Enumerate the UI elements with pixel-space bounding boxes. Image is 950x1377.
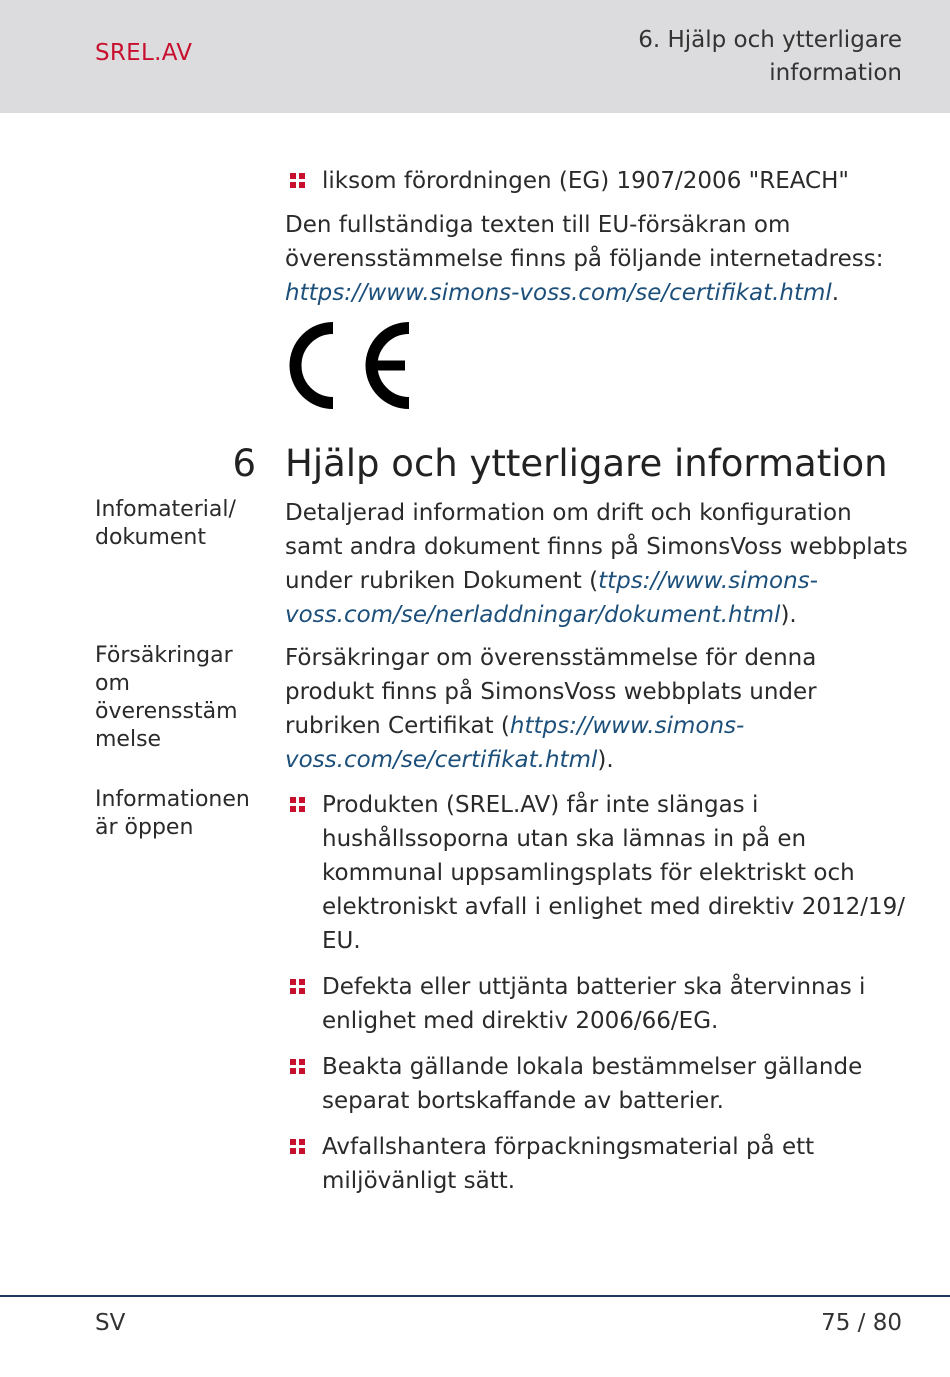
disposal-bullet-text: Defekta eller uttjänta batterier ska återvinnas i enlighet med direktiv 2006/66/EG. bbox=[322, 974, 866, 1034]
infomaterial-link[interactable]: ttps://www.simons-voss.com/se/nerladdningar/dokument.html bbox=[285, 568, 818, 628]
bullet-reach bbox=[285, 164, 942, 198]
disposal-bullet-text: Produkten (SREL.AV) får inte slängas i hushållssoporna utan ska lämnas in på en kommunal uppsamlingsplats för elektriskt och elektroniskt avfall i enlighet med direktiv 2012/19/ EU. bbox=[322, 792, 906, 954]
list-item-disposal-3 bbox=[285, 1050, 912, 1118]
ce-mark-icon bbox=[285, 318, 415, 413]
side-label-infomaterial: Infomaterial/ dokument bbox=[95, 497, 236, 550]
footer-language: SV bbox=[95, 1310, 126, 1336]
list-item-disposal-4 bbox=[285, 1130, 912, 1198]
red-square-bullet-icon bbox=[290, 1059, 305, 1074]
red-square-bullet-icon bbox=[290, 797, 305, 812]
infomaterial-paragraph bbox=[285, 496, 910, 632]
list-item-disposal-2 bbox=[285, 970, 912, 1038]
red-square-bullet-icon bbox=[290, 979, 305, 994]
footer-page-number: 75 / 80 bbox=[821, 1310, 902, 1336]
side-label-disposal: Informationen är öppen bbox=[95, 787, 250, 840]
bullet-reach-text: liksom förordningen (EG) 1907/2006 "REACH" bbox=[322, 168, 849, 194]
brand-name: SREL.AV bbox=[95, 40, 193, 66]
header-section-title: 6. Hjälp och ytterligare information bbox=[638, 27, 902, 86]
red-square-bullet-icon bbox=[290, 1139, 305, 1154]
chapter-title: Hjälp och ytterligare information bbox=[285, 442, 888, 485]
disposal-bullet-text: Avfallshantera förpackningsmaterial på ett miljövänligt sätt. bbox=[322, 1134, 815, 1194]
conformity-link[interactable]: https://www.simons-voss.com/se/certifikat.html bbox=[285, 713, 745, 773]
declaration-paragraph bbox=[285, 208, 905, 310]
infomaterial-end: ). bbox=[780, 602, 797, 628]
red-square-bullet-icon bbox=[290, 173, 305, 188]
infomaterial-text: Detaljerad information om drift och konfiguration samt andra dokument finns på SimonsVoss webbplats under rubriken Dokument ( bbox=[285, 500, 908, 594]
declaration-text: Den fullständiga texten till EU-försäkran om överensstämmelse finns på följande internetadress: bbox=[285, 212, 884, 272]
conformity-paragraph bbox=[285, 641, 910, 777]
declaration-end: . bbox=[831, 280, 840, 306]
list-item-disposal-1 bbox=[285, 788, 912, 958]
disposal-bullet-text: Beakta gällande lokala bestämmelser gällande separat bortskaffande av batterier. bbox=[322, 1054, 863, 1114]
footer-divider bbox=[0, 1295, 950, 1297]
conformity-text: Försäkringar om överensstämmelse för denna produkt finns på SimonsVoss webbplats under rubriken Certifikat ( bbox=[285, 645, 817, 739]
page-header bbox=[0, 0, 950, 113]
declaration-link[interactable]: https://www.simons-voss.com/se/certifikat.html bbox=[285, 280, 832, 306]
chapter-number: 6 bbox=[232, 442, 256, 485]
side-label-conformity: Försäkringar om överensstäm melse bbox=[95, 643, 238, 752]
conformity-end: ). bbox=[597, 747, 614, 773]
